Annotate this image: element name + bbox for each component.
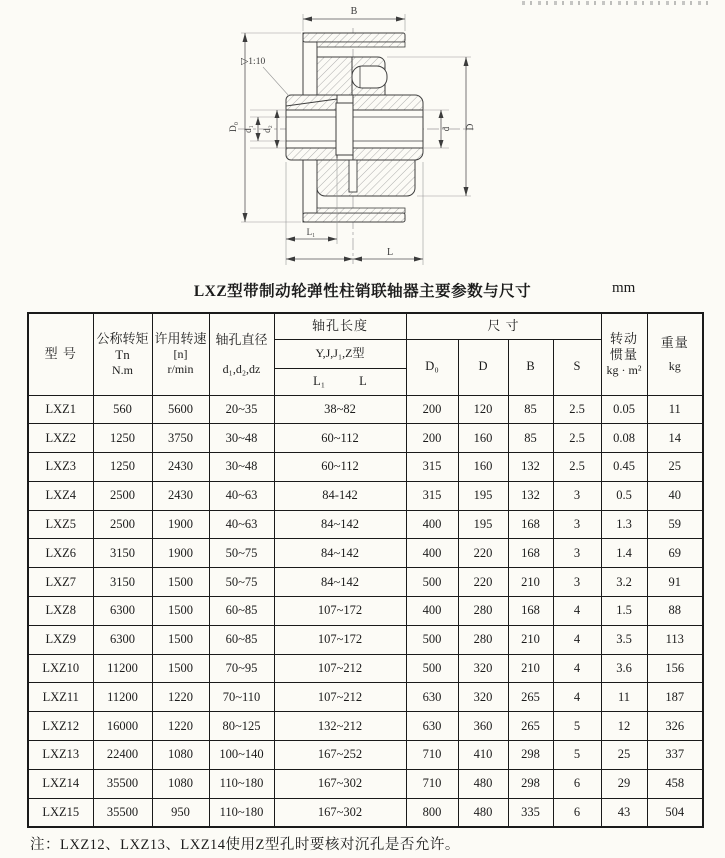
cell-inertia: 3.5: [601, 625, 647, 654]
cell-s: 3: [553, 510, 601, 539]
cell-speed: 1900: [152, 539, 209, 568]
cell-b: 335: [508, 798, 553, 827]
cell-inertia: 0.45: [601, 453, 647, 482]
cell-torque: 22400: [93, 741, 152, 770]
header-bore-types: Y,J,J₁,Z型: [274, 339, 406, 368]
cell-torque: 3150: [93, 568, 152, 597]
header-weight: 重量 kg: [647, 313, 703, 395]
cell-bore-diameter: 40~63: [209, 481, 274, 510]
cell-d0: 200: [406, 424, 458, 453]
arrowhead: [256, 117, 261, 125]
cell-bore-length: 60~112: [274, 424, 406, 453]
cell-d0: 500: [406, 625, 458, 654]
table-row: [28, 568, 703, 597]
table-row: [28, 654, 703, 683]
cell-bore-diameter: 100~140: [209, 741, 274, 770]
cell-weight: 187: [647, 683, 703, 712]
cell-d0: 500: [406, 568, 458, 597]
table-row: [28, 481, 703, 510]
dim-label-b: B: [350, 6, 358, 17]
cell-bore-diameter: 30~48: [209, 424, 274, 453]
cell-speed: 1500: [152, 654, 209, 683]
cell-bore-diameter: 110~180: [209, 798, 274, 827]
table-row: [28, 395, 703, 424]
header-d: D: [458, 339, 508, 395]
title-row: [0, 279, 725, 301]
cell-torque: 1250: [93, 424, 152, 453]
cell-torque: 560: [93, 395, 152, 424]
header-bore-diameter: 轴孔直径 d₁,d₂,dz: [209, 313, 274, 395]
cell-bore-length: 84~142: [274, 539, 406, 568]
arrowhead: [353, 257, 362, 262]
cell-d0: 710: [406, 769, 458, 798]
dim-label-d0: D₀: [229, 121, 239, 133]
header-inertia: 转动 惯量 kg · m²: [601, 313, 647, 395]
header-bore-length-group: 轴孔长度: [274, 313, 406, 339]
dim-label-d2: d₂: [262, 125, 272, 133]
arrowhead: [464, 57, 469, 66]
cell-d: 160: [458, 453, 508, 482]
table-row: [28, 798, 703, 827]
cell-weight: 59: [647, 510, 703, 539]
cell-d0: 800: [406, 798, 458, 827]
cell-inertia: 25: [601, 741, 647, 770]
cell-torque: 1250: [93, 453, 152, 482]
brake-drum-rim-bottom: [303, 213, 405, 222]
cell-s: 4: [553, 683, 601, 712]
cell-bore-diameter: 80~125: [209, 712, 274, 741]
cell-s: 4: [553, 597, 601, 626]
table-row: [28, 741, 703, 770]
cell-b: 265: [508, 683, 553, 712]
cell-model: LXZ8: [28, 597, 93, 626]
page-title: LXZ型带制动轮弹性柱销联轴器主要参数与尺寸: [193, 283, 532, 300]
cell-s: 3: [553, 568, 601, 597]
cell-weight: 113: [647, 625, 703, 654]
cell-torque: 16000: [93, 712, 152, 741]
dim-label-l1: L₁: [306, 227, 316, 237]
cell-torque: 35500: [93, 769, 152, 798]
cell-inertia: 3.2: [601, 568, 647, 597]
cell-bore-length: 107~172: [274, 625, 406, 654]
cell-weight: 156: [647, 654, 703, 683]
header-b: B: [508, 339, 553, 395]
cell-speed: 1220: [152, 683, 209, 712]
cell-bore-length: 107~212: [274, 683, 406, 712]
cell-model: LXZ4: [28, 481, 93, 510]
cell-inertia: 3.6: [601, 654, 647, 683]
cell-s: 5: [553, 741, 601, 770]
cell-torque: 11200: [93, 654, 152, 683]
cell-torque: 6300: [93, 625, 152, 654]
cell-bore-length: 132~212: [274, 712, 406, 741]
cell-d: 360: [458, 712, 508, 741]
cell-s: 2.5: [553, 424, 601, 453]
cell-d: 220: [458, 539, 508, 568]
cell-model: LXZ6: [28, 539, 93, 568]
cell-speed: 1500: [152, 597, 209, 626]
arrowhead: [243, 213, 248, 222]
cell-d0: 200: [406, 395, 458, 424]
header-speed: 许用转速 [n] r/min: [152, 313, 209, 395]
table-row: [28, 597, 703, 626]
cell-bore-diameter: 20~35: [209, 395, 274, 424]
cell-b: 298: [508, 769, 553, 798]
cell-b: 210: [508, 654, 553, 683]
cell-inertia: 1.4: [601, 539, 647, 568]
cell-s: 6: [553, 798, 601, 827]
cell-d: 280: [458, 625, 508, 654]
drum-lining-bottom: [317, 208, 405, 213]
cell-torque: 2500: [93, 510, 152, 539]
cell-model: LXZ11: [28, 683, 93, 712]
cell-bore-length: 167~252: [274, 741, 406, 770]
arrowhead: [328, 237, 337, 242]
cell-bore-length: 107~212: [274, 654, 406, 683]
cell-d: 480: [458, 769, 508, 798]
cell-d: 410: [458, 741, 508, 770]
cell-b: 168: [508, 510, 553, 539]
cell-b: 85: [508, 395, 553, 424]
arrowhead: [464, 187, 469, 196]
cell-d0: 400: [406, 510, 458, 539]
cell-speed: 1900: [152, 510, 209, 539]
table-row: [28, 539, 703, 568]
cell-b: 132: [508, 453, 553, 482]
cell-d: 195: [458, 481, 508, 510]
cell-speed: 1220: [152, 712, 209, 741]
cell-bore-length: 84-142: [274, 481, 406, 510]
cell-weight: 14: [647, 424, 703, 453]
cell-d: 480: [458, 798, 508, 827]
cell-d: 120: [458, 395, 508, 424]
cell-speed: 2430: [152, 481, 209, 510]
cell-model: LXZ2: [28, 424, 93, 453]
cell-d0: 400: [406, 539, 458, 568]
table-row: [28, 510, 703, 539]
cell-weight: 504: [647, 798, 703, 827]
table-row: [28, 769, 703, 798]
cell-inertia: 11: [601, 683, 647, 712]
cell-s: 3: [553, 539, 601, 568]
right-bore: [353, 110, 423, 148]
arrowhead: [439, 140, 444, 148]
cell-speed: 950: [152, 798, 209, 827]
cell-bore-length: 38~82: [274, 395, 406, 424]
cell-model: LXZ3: [28, 453, 93, 482]
arrowhead: [286, 257, 295, 262]
header-l1: L₁: [313, 373, 326, 388]
cell-s: 3: [553, 481, 601, 510]
cell-b: 265: [508, 712, 553, 741]
cell-torque: 3150: [93, 539, 152, 568]
cell-d: 320: [458, 654, 508, 683]
drum-lining-top: [317, 42, 405, 47]
cell-d0: 400: [406, 597, 458, 626]
cell-s: 6: [553, 769, 601, 798]
footnote: 注：LXZ12、LXZ13、LXZ14使用Z型孔时要核对沉孔是否允许。: [30, 837, 460, 853]
cell-d: 220: [458, 568, 508, 597]
cell-d0: 630: [406, 683, 458, 712]
taper-label: ▷1:10: [241, 57, 266, 67]
cell-inertia: 0.08: [601, 424, 647, 453]
cell-s: 4: [553, 625, 601, 654]
cell-model: LXZ14: [28, 769, 93, 798]
cell-torque: 11200: [93, 683, 152, 712]
cell-s: 4: [553, 654, 601, 683]
header-torque: 公称转矩Tn N.m: [93, 313, 152, 395]
cell-inertia: 12: [601, 712, 647, 741]
cell-d: 195: [458, 510, 508, 539]
dim-label-d: d: [441, 126, 451, 132]
cell-inertia: 29: [601, 769, 647, 798]
cell-b: 298: [508, 741, 553, 770]
cell-s: 5: [553, 712, 601, 741]
cell-s: 2.5: [553, 453, 601, 482]
cell-model: LXZ13: [28, 741, 93, 770]
cell-weight: 40: [647, 481, 703, 510]
table-row: [28, 453, 703, 482]
arrowhead: [256, 133, 261, 141]
cell-bore-length: 84~142: [274, 510, 406, 539]
leader-line: [263, 67, 289, 96]
cell-speed: 5600: [152, 395, 209, 424]
elastic-pin: [352, 66, 387, 88]
cell-b: 210: [508, 625, 553, 654]
cell-b: 85: [508, 424, 553, 453]
cell-weight: 69: [647, 539, 703, 568]
cell-d0: 500: [406, 654, 458, 683]
cell-d0: 630: [406, 712, 458, 741]
arrowhead: [243, 33, 248, 42]
cell-model: LXZ7: [28, 568, 93, 597]
parameters-table: [27, 312, 704, 828]
cell-b: 210: [508, 568, 553, 597]
arrowhead: [439, 110, 444, 118]
dim-label-flange-d: D: [466, 123, 476, 131]
cell-torque: 6300: [93, 597, 152, 626]
header-s: S: [553, 339, 601, 395]
arrowhead: [303, 17, 312, 22]
cell-inertia: 43: [601, 798, 647, 827]
cell-weight: 326: [647, 712, 703, 741]
lower-pin-slot: [349, 160, 357, 192]
table-row: [28, 683, 703, 712]
cell-torque: 2500: [93, 481, 152, 510]
cell-bore-length: 167~302: [274, 798, 406, 827]
coupling-section-drawing: [0, 0, 725, 278]
left-flange-boss-top: [317, 57, 352, 95]
cell-model: LXZ1: [28, 395, 93, 424]
arrowhead: [414, 257, 423, 262]
cell-d: 160: [458, 424, 508, 453]
cell-bore-diameter: 60~85: [209, 597, 274, 626]
cell-bore-length: 84~142: [274, 568, 406, 597]
cell-bore-diameter: 70~110: [209, 683, 274, 712]
flange-joint-sleeve: [336, 103, 353, 155]
table-row: [28, 424, 703, 453]
cell-s: 2.5: [553, 395, 601, 424]
cell-d: 320: [458, 683, 508, 712]
cell-speed: 2430: [152, 453, 209, 482]
arrowhead: [275, 110, 280, 118]
cell-speed: 1080: [152, 741, 209, 770]
cell-inertia: 1.3: [601, 510, 647, 539]
cell-b: 168: [508, 539, 553, 568]
cell-weight: 91: [647, 568, 703, 597]
cell-model: LXZ9: [28, 625, 93, 654]
cell-speed: 1500: [152, 625, 209, 654]
cell-torque: 35500: [93, 798, 152, 827]
dim-label-d1: d₁: [243, 125, 253, 133]
cell-model: LXZ5: [28, 510, 93, 539]
unit-label: mm: [612, 280, 636, 296]
header-l: L: [359, 373, 367, 388]
table-row: [28, 625, 703, 654]
header-d0: D₀: [406, 339, 458, 395]
cell-bore-length: 107~172: [274, 597, 406, 626]
cell-b: 132: [508, 481, 553, 510]
arrowhead: [286, 237, 295, 242]
cell-weight: 88: [647, 597, 703, 626]
cell-d0: 710: [406, 741, 458, 770]
cell-model: LXZ12: [28, 712, 93, 741]
left-bore: [286, 110, 337, 148]
cell-bore-diameter: 30~48: [209, 453, 274, 482]
table-header: [28, 313, 703, 395]
arrowhead: [275, 140, 280, 148]
cell-d: 280: [458, 597, 508, 626]
cell-weight: 11: [647, 395, 703, 424]
cell-bore-diameter: 50~75: [209, 539, 274, 568]
cell-d0: 315: [406, 453, 458, 482]
cell-b: 168: [508, 597, 553, 626]
header-model: 型 号: [28, 313, 93, 395]
cell-model: LXZ10: [28, 654, 93, 683]
cell-weight: 25: [647, 453, 703, 482]
header-size-group: 尺 寸: [406, 313, 601, 339]
cell-model: LXZ15: [28, 798, 93, 827]
cell-inertia: 0.5: [601, 481, 647, 510]
arrowhead: [344, 257, 353, 262]
cell-bore-diameter: 60~85: [209, 625, 274, 654]
table-row: [28, 712, 703, 741]
brake-drum-rim-top: [303, 33, 405, 42]
cell-bore-length: 167~302: [274, 769, 406, 798]
cell-inertia: 0.05: [601, 395, 647, 424]
cell-speed: 1080: [152, 769, 209, 798]
cell-bore-length: 60~112: [274, 453, 406, 482]
cell-weight: 337: [647, 741, 703, 770]
dim-label-l: L: [386, 247, 394, 258]
cell-bore-diameter: 40~63: [209, 510, 274, 539]
table-body: [28, 395, 703, 827]
cell-bore-diameter: 70~95: [209, 654, 274, 683]
cell-speed: 1500: [152, 568, 209, 597]
arrowhead: [396, 17, 405, 22]
cell-inertia: 1.5: [601, 597, 647, 626]
cell-speed: 3750: [152, 424, 209, 453]
lower-flange-boss: [317, 160, 415, 196]
cell-bore-diameter: 110~180: [209, 769, 274, 798]
header-l1-l: [274, 368, 406, 395]
cell-d0: 315: [406, 481, 458, 510]
cell-weight: 458: [647, 769, 703, 798]
cell-bore-diameter: 50~75: [209, 568, 274, 597]
